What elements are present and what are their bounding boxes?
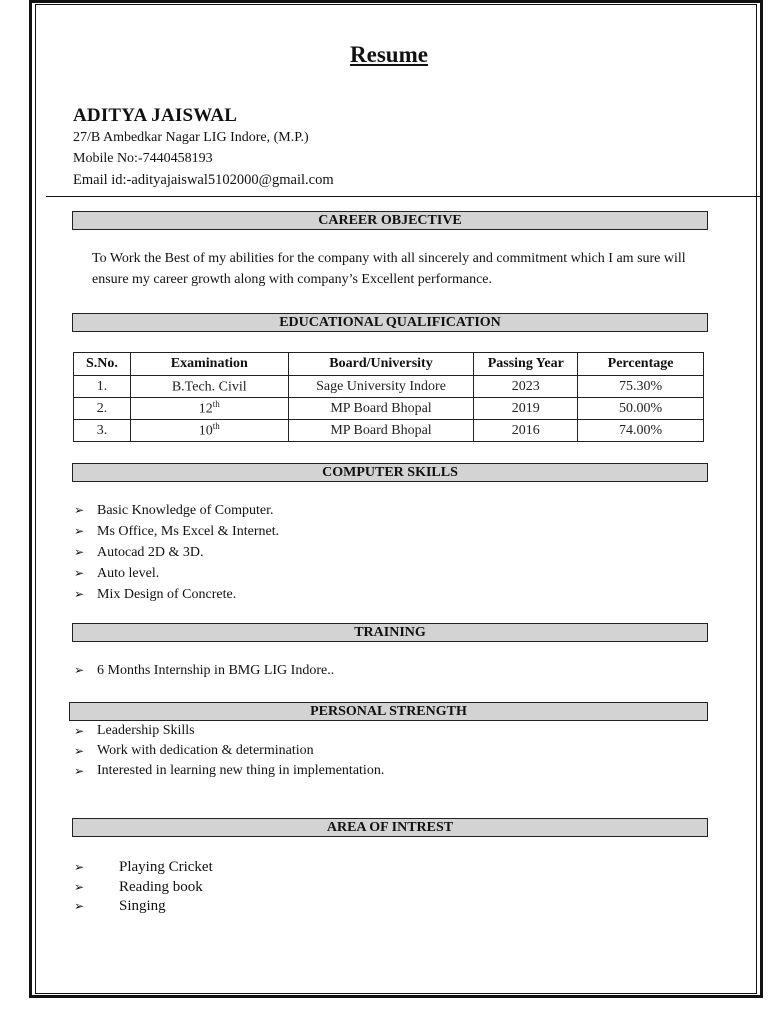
cell-percentage: 50.00% [578, 398, 704, 420]
mobile-line: Mobile No:-7440458193 [73, 151, 213, 166]
cell-year: 2023 [474, 376, 578, 398]
candidate-name: ADITYA JAISWAL [73, 105, 238, 126]
exam-suffix: th [212, 399, 220, 410]
bullet-arrow-icon: ➢ [74, 879, 85, 894]
section-career-objective: CAREER OBJECTIVE [72, 211, 708, 230]
section-training: TRAINING [72, 623, 708, 642]
cell-year: 2019 [474, 398, 578, 420]
header-divider [46, 196, 763, 197]
bullet-arrow-icon: ➢ [74, 724, 85, 738]
bullet-arrow-icon: ➢ [74, 899, 85, 913]
cell-board: Sage University Indore [288, 376, 474, 398]
email-line: Email id:-adityajaiswal5102000@gmail.com [73, 172, 334, 188]
list-item: ➢ Reading book [74, 878, 213, 898]
table-row [74, 398, 704, 420]
exam-name: 12 [198, 401, 213, 417]
exam-name: 10 [198, 423, 213, 439]
section-educational-qualification: EDUCATIONAL QUALIFICATION [72, 313, 708, 332]
cell-percentage: 75.30% [578, 376, 704, 398]
header-sno: S.No. [74, 353, 131, 376]
career-objective-text: To Work the Best of my abilities for the company with all sincerely and commitment which I am sure will ensure my career growth along with company’s Excellent performance. [92, 251, 686, 287]
header-board: Board/University [288, 353, 474, 376]
interests-list [74, 858, 213, 917]
bullet-arrow-icon: ➢ [74, 744, 85, 758]
table-row [74, 420, 704, 442]
cell-board: MP Board Bhopal [288, 420, 474, 442]
education-table-header [74, 353, 704, 376]
training-list [74, 660, 334, 681]
list-item: ➢ Playing Cricket [74, 858, 213, 878]
cell-sno: 2. [74, 398, 131, 420]
cell-percentage: 74.00% [578, 420, 704, 442]
header-examination: Examination [130, 353, 288, 376]
bullet-arrow-icon: ➢ [74, 566, 85, 580]
resume-title: Resume [350, 42, 428, 67]
exam-suffix: th [212, 421, 220, 432]
bullet-arrow-icon: ➢ [74, 764, 85, 778]
cell-exam [130, 420, 288, 442]
header-year: Passing Year [474, 353, 578, 376]
section-personal-strength: PERSONAL STRENGTH [69, 702, 708, 721]
cell-sno: 3. [74, 420, 131, 442]
list-item: ➢ Leadership Skills [74, 721, 384, 741]
list-item: ➢ Auto level. [74, 563, 279, 584]
computer-skills-list [74, 500, 279, 605]
exam-name: B.Tech. Civil [171, 379, 247, 395]
list-item: ➢ 6 Months Internship in BMG LIG Indore.. [74, 660, 334, 681]
cell-board: MP Board Bhopal [288, 398, 474, 420]
list-item: ➢ Basic Knowledge of Computer. [74, 500, 279, 521]
section-area-of-interest: AREA OF INTREST [72, 818, 708, 837]
list-item: ➢ Work with dedication & determination [74, 741, 384, 761]
bullet-arrow-icon: ➢ [74, 860, 85, 874]
address-line: 27/B Ambedkar Nagar LIG Indore, (M.P.) [73, 130, 309, 145]
bullet-arrow-icon: ➢ [74, 524, 85, 538]
section-computer-skills: COMPUTER SKILLS [72, 463, 708, 482]
cell-exam [130, 376, 288, 398]
education-table [73, 352, 704, 442]
list-item: ➢ Interested in learning new thing in implementation. [74, 761, 384, 781]
cell-sno: 1. [74, 376, 131, 398]
table-row [74, 376, 704, 398]
bullet-arrow-icon: ➢ [74, 545, 85, 559]
cell-year: 2016 [474, 420, 578, 442]
header-percentage: Percentage [578, 353, 704, 376]
bullet-arrow-icon: ➢ [74, 663, 85, 677]
list-item: ➢ Singing [74, 897, 213, 917]
bullet-arrow-icon: ➢ [74, 503, 85, 517]
personal-strength-list [74, 721, 384, 781]
bullet-arrow-icon: ➢ [74, 587, 85, 601]
list-item: ➢ Ms Office, Ms Excel & Internet. [74, 521, 279, 542]
cell-exam [130, 398, 288, 420]
list-item: ➢ Mix Design of Concrete. [74, 584, 279, 605]
list-item: ➢ Autocad 2D & 3D. [74, 542, 279, 563]
